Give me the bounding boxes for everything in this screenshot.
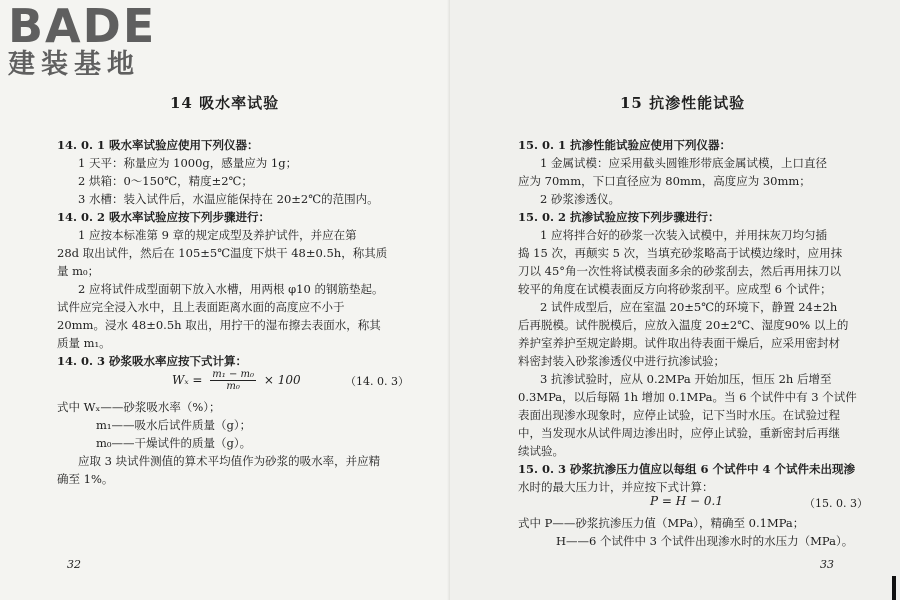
logo-wordmark: BADE xyxy=(8,0,157,53)
body-text-line: 0.3MPa，以后每隔 1h 增加 0.1MPa。当 6 个试件中有 3 个试件 xyxy=(518,390,857,404)
logo-subtitle: 建装基地 xyxy=(8,49,140,80)
list-item: 1 金属试模：应采用截头圆锥形带底金属试模，上口直径 xyxy=(540,156,827,170)
list-item: 2 烘箱：0～150℃，精度±2℃； xyxy=(78,174,253,188)
body-text-line: 试件应完全浸入水中，且上表面距离水面的高度应不小于 xyxy=(57,300,345,314)
symbol-definition: m₁——吸水后试件质量（g）； xyxy=(96,418,252,432)
body-text-line: 后再脱模。试件脱模后，应放入温度 20±2℃、湿度90% 以上的 xyxy=(518,318,849,332)
formula-rhs: × 100 xyxy=(263,373,301,387)
formula-fraction xyxy=(210,369,256,392)
clause-15-0-3: 15. 0. 3 砂浆抗渗压力值应以每组 6 个试件中 4 个试件未出现渗 xyxy=(518,462,856,476)
clause-15-0-1: 15. 0. 1 抗渗性能试验应使用下列仪器： xyxy=(518,138,732,152)
body-text-line: 确至 1%。 xyxy=(57,472,114,486)
symbol-definition: 式中 Wₓ——砂浆吸水率（%）； xyxy=(57,400,221,414)
list-item: 2 试件成型后，应在室温 20±5℃的环境下，静置 24±2h xyxy=(540,300,838,314)
list-item: 1 应将拌合好的砂浆一次装入试模中，并用抹灰刀均匀插 xyxy=(540,228,827,242)
right-page xyxy=(450,0,900,600)
formula-15-0-3: P = H − 0.1 xyxy=(650,494,723,508)
body-text-line: 表面出现渗水现象时，应停止试验，记下当时水压。在试验过程 xyxy=(518,408,840,422)
list-item: 1 天平：称量应为 1000g，感量应为 1g； xyxy=(78,156,298,170)
list-item: 2 砂浆渗透仪。 xyxy=(540,192,620,206)
body-text-line: 较平的角度在试模表面反方向将砂浆刮平。应成型 6 个试件； xyxy=(518,282,832,296)
body-text-line: 料密封装入砂浆渗透仪中进行抗渗试验； xyxy=(518,354,725,368)
body-text-line: 应为 70mm，下口直径应为 80mm，高度应为 30mm； xyxy=(518,174,811,188)
symbol-definition: m₀——干燥试件的质量（g）。 xyxy=(96,436,252,450)
chapter-14-title: 14 吸水率试验 xyxy=(170,94,280,112)
page-edge-mark xyxy=(892,576,896,600)
list-item: 2 应将试件成型面朝下放入水槽，用两根 φ10 的钢筋垫起。 xyxy=(78,282,384,296)
list-item: 3 抗渗试验时，应从 0.2MPa 开始加压，恒压 2h 后增至 xyxy=(540,372,832,386)
clause-14-0-1: 14. 0. 1 吸水率试验应使用下列仪器： xyxy=(57,138,259,152)
body-text-line: 养护室养护至规定龄期。试件取出待表面干燥后，应采用密封材 xyxy=(518,336,840,350)
equation-number: （14. 0. 3） xyxy=(345,375,409,388)
clause-14-0-2: 14. 0. 2 吸水率试验应按下列步骤进行： xyxy=(57,210,271,224)
list-item: 3 水槽：装入试件后，水温应能保持在 20±2℃的范围内。 xyxy=(78,192,379,206)
formula-lhs: Wₓ = xyxy=(172,373,203,387)
body-text-line: 量 m₀； xyxy=(57,264,100,278)
symbol-definition: H——6 个试件中 3 个试件出现渗水时的水压力（MPa）。 xyxy=(556,534,854,548)
body-text-line: 中，当发现水从试件周边渗出时，应停止试验，重新密封后再继 xyxy=(518,426,840,440)
formula-14-0-3 xyxy=(172,369,301,392)
clause-15-0-2: 15. 0. 2 抗渗试验应按下列步骤进行： xyxy=(518,210,720,224)
symbol-definition: 式中 P——砂浆抗渗压力值（MPa），精确至 0.1MPa； xyxy=(518,516,805,530)
formula-denominator: m₀ xyxy=(226,381,240,392)
body-text-line: 质量 m₁。 xyxy=(57,336,111,350)
body-text-line: 水时的最大压力计，并应按下式计算： xyxy=(518,480,714,494)
list-item: 1 应按本标准第 9 章的规定成型及养护试件，并应在第 xyxy=(78,228,357,242)
formula-numerator: m₁ − m₀ xyxy=(212,369,255,380)
body-text-line: 刀以 45°角一次性将试模表面多余的砂浆刮去，然后再用抹刀以 xyxy=(518,264,842,278)
bade-logo xyxy=(8,2,156,80)
chapter-15-title: 15 抗渗性能试验 xyxy=(620,94,746,112)
clause-14-0-3: 14. 0. 3 砂浆吸水率应按下式计算： xyxy=(57,354,248,368)
page-number: 32 xyxy=(67,558,81,571)
body-text-line: 续试验。 xyxy=(518,444,564,458)
page-number: 33 xyxy=(820,558,834,571)
body-text-line: 捣 15 次，再颠实 5 次，当填充砂浆略高于试模边缘时，应用抹 xyxy=(518,246,843,260)
body-text-line: 28d 取出试件，然后在 105±5℃温度下烘干 48±0.5h，称其质 xyxy=(57,246,388,260)
body-text-line: 应取 3 块试件测值的算术平均值作为砂浆的吸水率，并应精 xyxy=(78,454,381,468)
body-text-line: 20mm。浸水 48±0.5h 取出，用拧干的湿布擦去表面水，称其 xyxy=(57,318,381,332)
equation-number: （15. 0. 3） xyxy=(804,497,868,510)
